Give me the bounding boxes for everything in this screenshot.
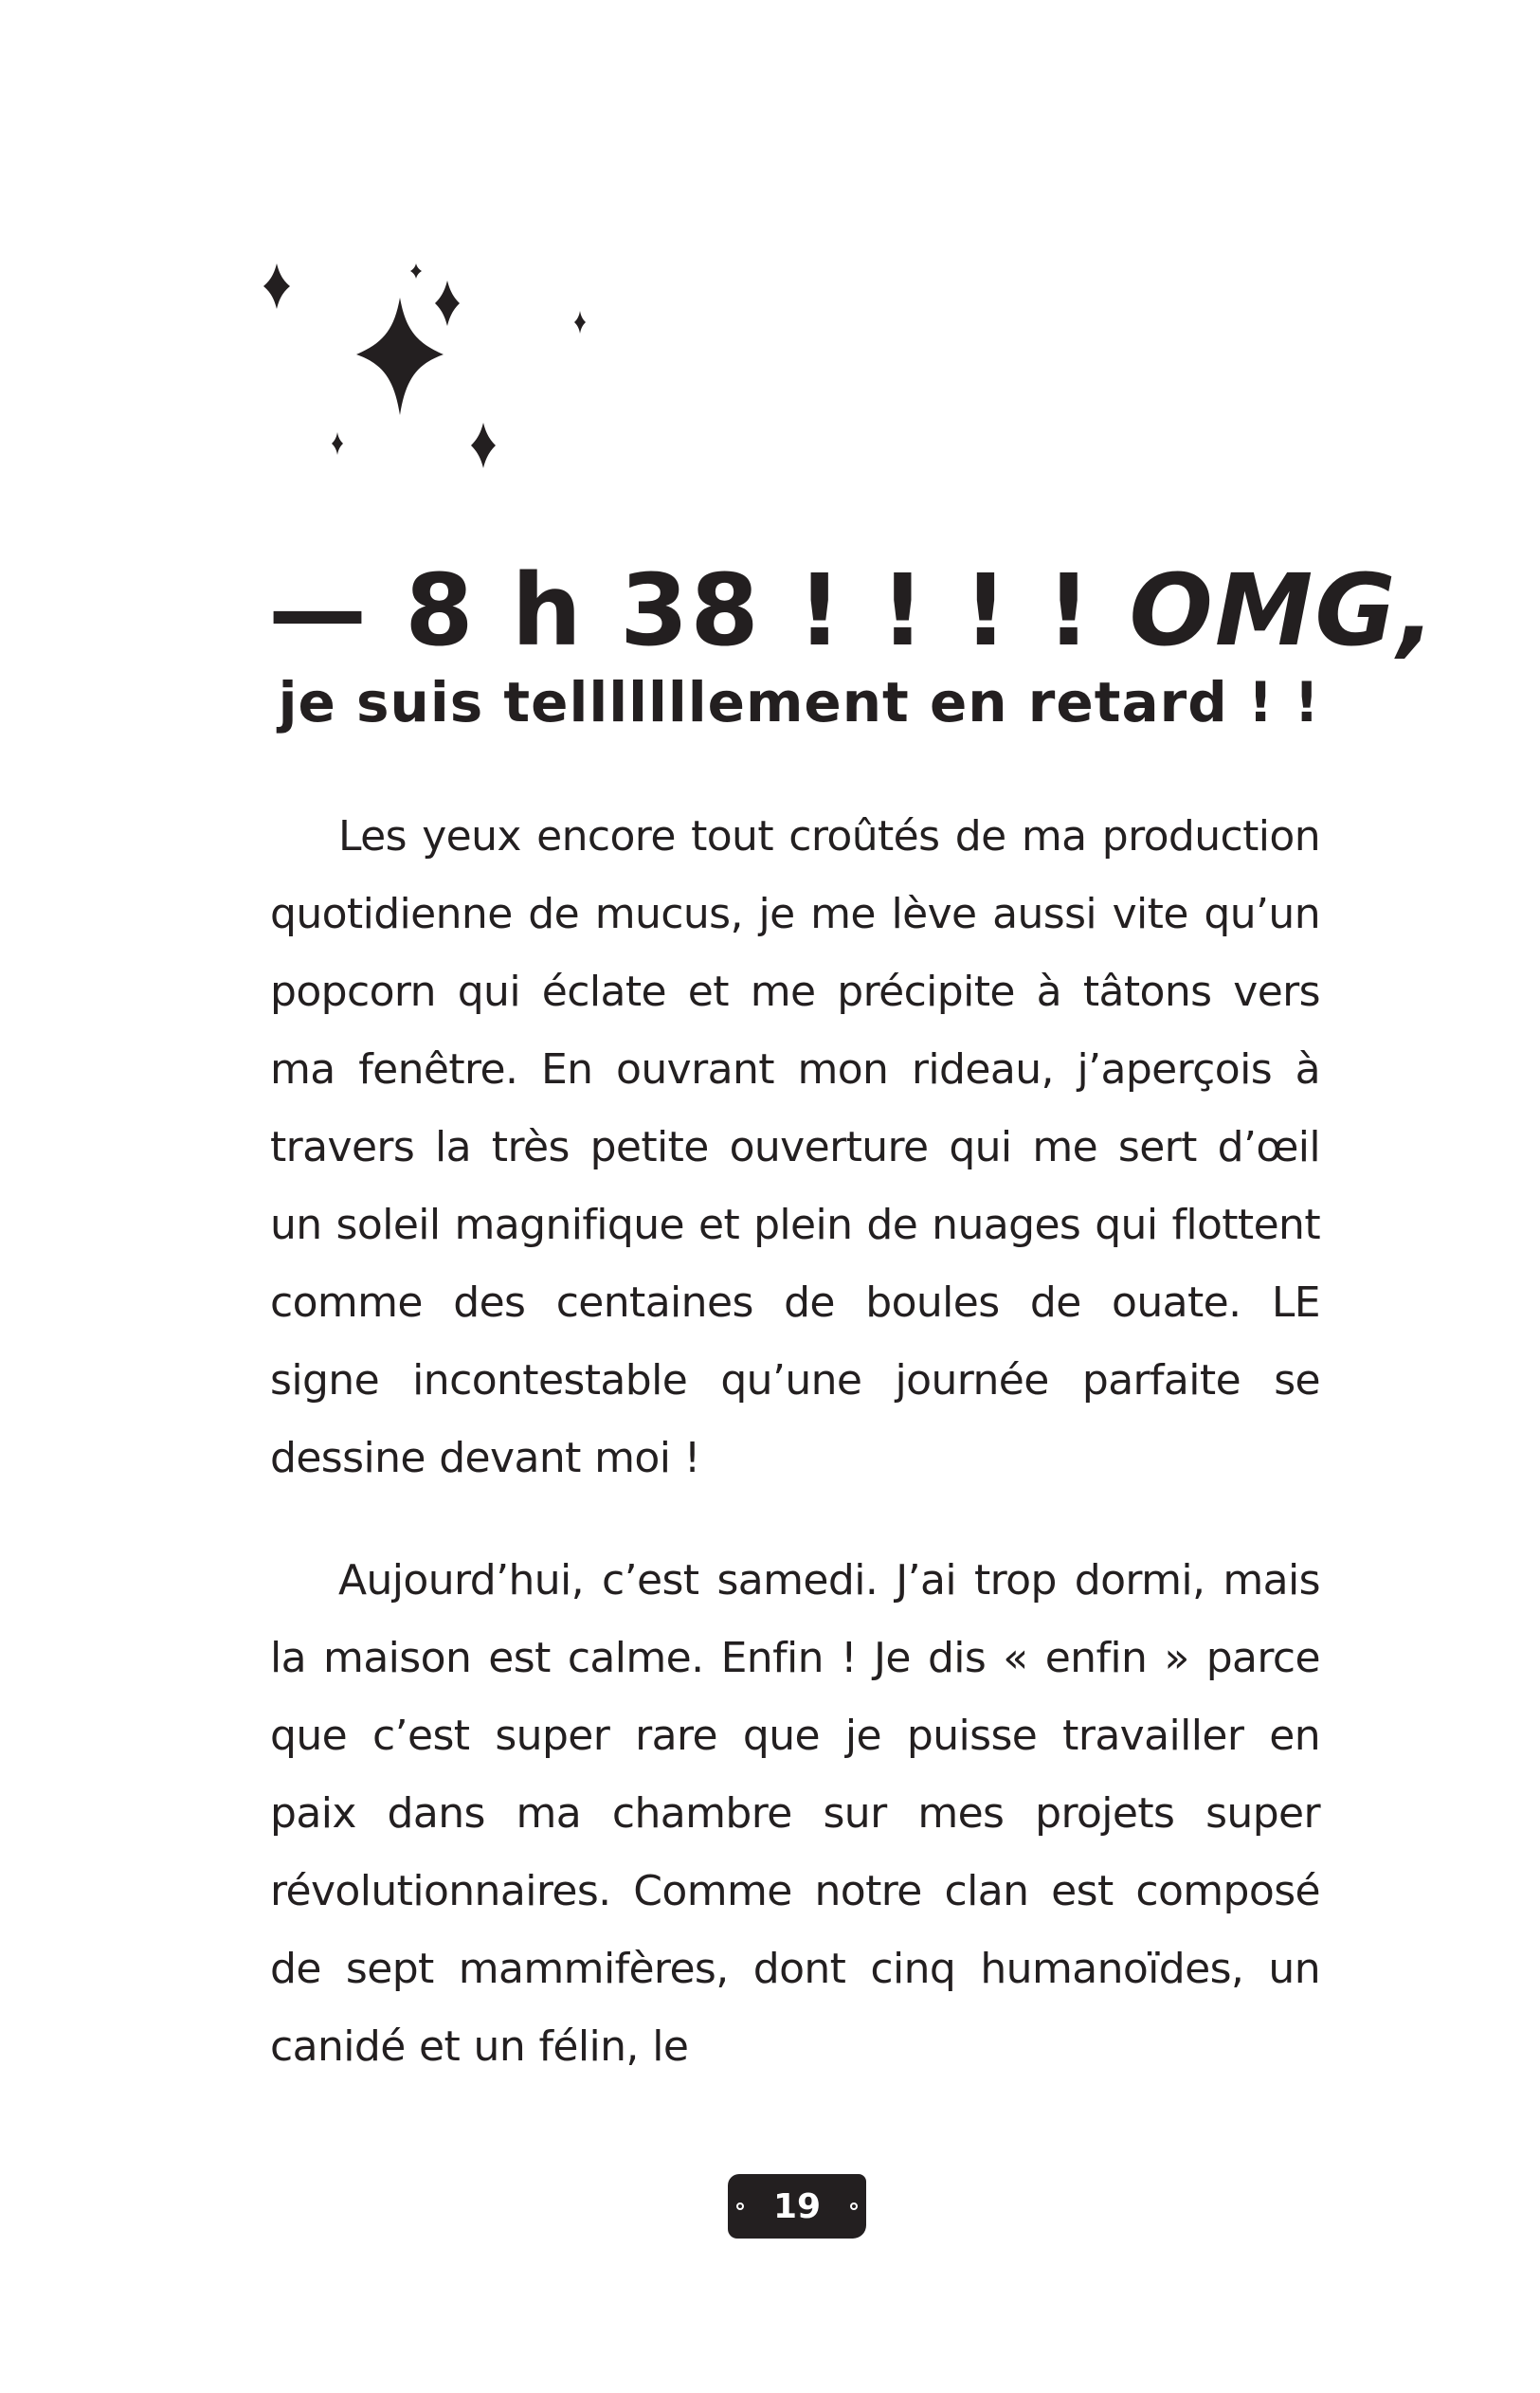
page-number-badge	[728, 2174, 866, 2239]
sparkles-icon	[256, 256, 597, 474]
page-number: 19	[772, 2186, 822, 2226]
chapter-heading	[268, 553, 1438, 735]
paragraph-2: Aujourd’hui, c’est samedi. J’ai trop dormi, mais la maison est calme. Enfin ! Je dis « enfin » parce que c’est super rare que je puisse travailler en paix dans ma chambre sur mes projets super révolutionnaires. Comme notre clan est composé de sept mammifères, dont cinq humanoïdes, un canidé et un félin, le	[270, 1556, 1320, 2071]
heading-omg: OMG,	[1129, 553, 1438, 668]
paragraph-1: Les yeux encore tout croûtés de ma production quotidienne de mucus, je me lève aussi vite qu’un popcorn qui éclate et me précipite à tâtons vers ma fenêtre. En ouvrant mon rideau, j’aperçois à travers la très petite ouverture qui me sert d’œil un soleil magnifique et plein de nuages qui flottent comme des centaines de boules de ouate. LE signe incontestable qu’une journée parfaite se dessine devant moi !	[270, 812, 1320, 1482]
badge-dot-left	[736, 2203, 744, 2210]
heading-time: — 8 h 38 ! ! ! !	[268, 553, 1130, 668]
heading-line-1	[268, 553, 1438, 668]
badge-dot-right	[850, 2203, 858, 2210]
heading-line-2: je suis telllllllement en retard ! !	[278, 670, 1320, 734]
